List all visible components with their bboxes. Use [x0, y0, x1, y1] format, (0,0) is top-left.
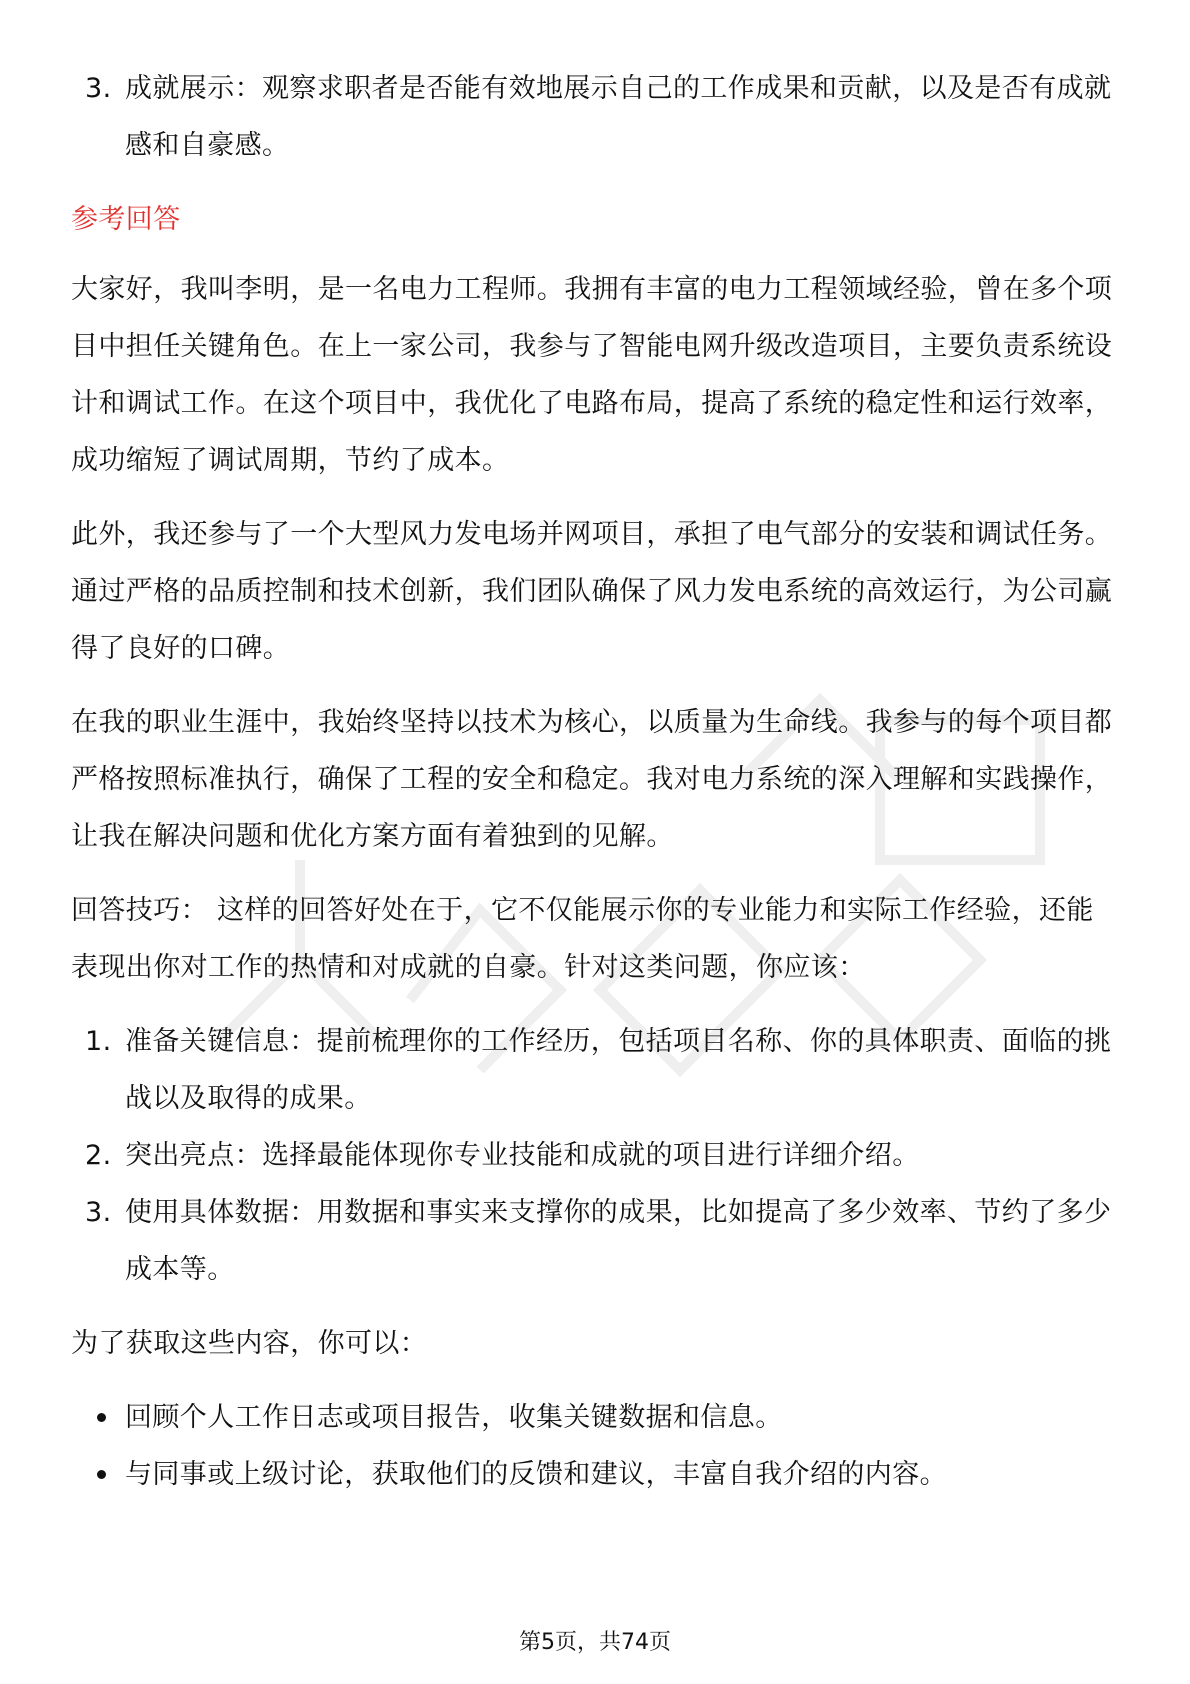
bullet-list [71, 1389, 1121, 1503]
bullet-item [71, 1446, 1121, 1503]
list-number: 2. [85, 1140, 112, 1171]
list-item [71, 1184, 1121, 1298]
bullet-text: 回顾个人工作日志或项目报告，收集关键数据和信息。 [125, 1402, 783, 1433]
answer-paragraph-2: 此外，我还参与了一个大型风力发电场并网项目，承担了电气部分的安装和调试任务。通过严格的品质控制和技术创新，我们团队确保了风力发电系统的高效运行，为公司赢得了良好的口碑。 [71, 519, 1113, 664]
list-item [71, 1127, 1121, 1184]
list-number: 3. [85, 73, 112, 104]
section-heading: 参考回答 [71, 204, 181, 235]
bullet-text: 与同事或上级讨论，获取他们的反馈和建议，丰富自我介绍的内容。 [125, 1459, 947, 1490]
document-body [71, 60, 1121, 1503]
answer-paragraph-3: 在我的职业生涯中，我始终坚持以技术为核心，以质量为生命线。我参与的每个项目都严格按照标准执行，确保了工程的安全和稳定。我对电力系统的深入理解和实践操作，让我在解决问题和优化方案方面有着独到的见解。 [71, 707, 1113, 852]
answer-paragraph-1: 大家好，我叫李明，是一名电力工程师。我拥有丰富的电力工程领域经验，曾在多个项目中担任关键角色。在上一家公司，我参与了智能电网升级改造项目，主要负责系统设计和调试工作。在这个项目中，我优化了电路布局，提高了系统的稳定性和运行效率，成功缩短了调试周期，节约了成本。 [71, 274, 1113, 476]
bullet-dot-icon [97, 1470, 106, 1479]
list-number: 3. [85, 1197, 112, 1228]
bullet-item [71, 1389, 1121, 1446]
closing-intro: 为了获取这些内容，你可以： [71, 1328, 428, 1359]
page-number-footer: 第5页，共74页 [519, 1630, 671, 1655]
list-item [71, 60, 1121, 174]
tips-list [71, 1013, 1121, 1298]
list-number: 1. [85, 1026, 112, 1057]
bullet-dot-icon [97, 1413, 106, 1422]
tips-intro-paragraph: 回答技巧： 这样的回答好处在于，它不仅能展示你的专业能力和实际工作经验，还能表现出你对工作的热情和对成就的自豪。针对这类问题，你应该： [71, 895, 1094, 983]
list-text: 突出亮点：选择最能体现你专业技能和成就的项目进行详细介绍。 [125, 1140, 920, 1171]
list-text: 使用具体数据：用数据和事实来支撑你的成果，比如提高了多少效率、节约了多少成本等。 [125, 1197, 1112, 1285]
list-text: 准备关键信息：提前梳理你的工作经历，包括项目名称、你的具体职责、面临的挑战以及取得的成果。 [125, 1026, 1112, 1114]
list-text: 成就展示：观察求职者是否能有效地展示自己的工作成果和贡献，以及是否有成就感和自豪感。 [125, 73, 1112, 161]
evaluation-list [71, 60, 1121, 174]
list-item [71, 1013, 1121, 1127]
